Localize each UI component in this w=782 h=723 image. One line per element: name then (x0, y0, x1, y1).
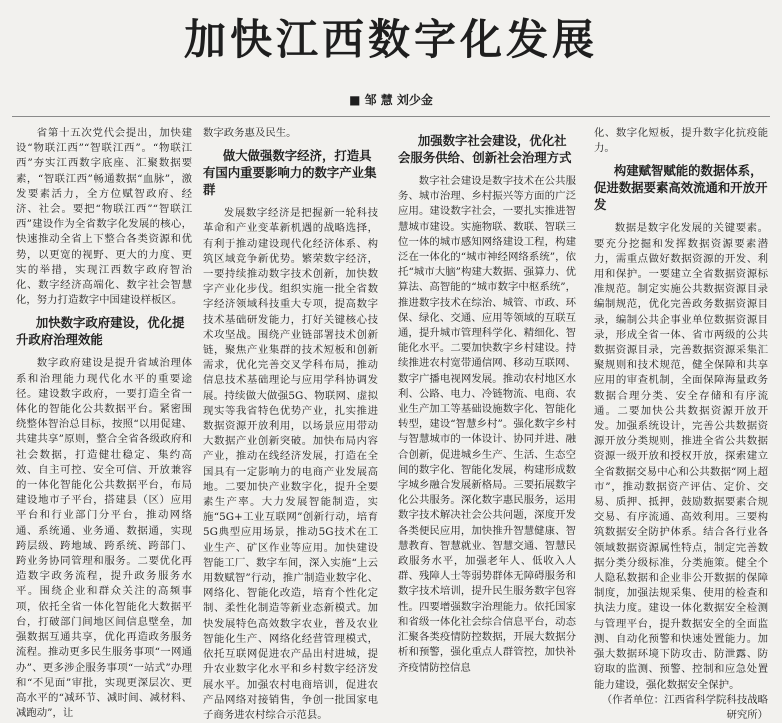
body-paragraph: 省第十五次党代会提出，加快建设“物联江西”“智联江西”。“物联江西”夯实江西数字底座、汇聚数据要素，“智联江西”畅通数据“血脉”，激发要素活力，全方位赋智政府、经济、社会。要把“物联江西”“智联江西”建设作为全省数字化发展的核心，快速推动全省上下整合各类资源和优势，以更宽的视野、更大的力度、更实的举措，实现江西数字政府智治化、数字经济高端化、数字社会智慧化，努力打造数字中国建设样板区。 (16, 127, 192, 307)
article-title: 加快江西数字化发展 (183, 15, 598, 64)
section-heading: 加快数字政府建设，优化提升政府治理效能 (16, 315, 185, 348)
body-paragraph: 数据是数字化发展的关键要素。要充分挖掘和发挥数据资源要素潜力，需重点做好数据资源的开发、利用和保护。一要建立全省数据资源标准规范。制定实施公共数据资源目录编制规范，优化完善政务数据资源目录，编制公共企事业单位数据资源目录，形成全省一体、省市两级的公共数据资源目录，完善数据资源采集汇聚规则和技术规范，健全保障和共享应用的审查机制，全面保障海量政务数据合理分类、安全存储和有序流通。二要加快公共数据资源开放开发。加强系统设计，完善公共数据资源开放分类规则，推进全省公共数据资源一级开放和授权开放，探索建立全省数据交易中心和公共数据“网上超市”，推动数据资产评估、定价、交易、质押、抵押，鼓励数据要素合规交易、有序流通、高效利用。三要构筑数据安全防护体系。结合各行业各领域数据资源属性特点，制定完善数据分类分级标准，分类施策。健全个人隐私数据和企业非公开数据的保障制度，加强法规采集、使用的检查和执法力度。建设一体化数据安全检测与管理平台，提升数据安全的全面监测、自动化预警和快速处置能力。加强大数据环境下防攻击、防泄露、防窃取的监测、预警、控制和应急处置能力建设，强化数据安全保护。 (594, 222, 768, 691)
continued-paragraph: 数字政务惠及民生。 (203, 127, 297, 139)
body-paragraph: 发展数字经济是把握新一轮科技革命和产业变革新机遇的战略选择，有利于推动建设现代化经济体系、构筑区域竞争新优势。繁荣数字经济，一要持续推动数字技术创新，加快数字产业化步伐。组织实施一批全省数字经济领域科技重大专项，提高数字技术基础研发能力，打好关键核心技术攻坚战。围绕产业链部署技术创新链，聚焦产业集群的技术短板和创新需求，优化完善交叉学科布局，推动信息技术基础理论与应用学科协调发展。持续做大做强5G、物联网、虚拟现实等我省特色优势产业，扎实推进数据资源开放利用，以场景应用带动大数据产业创新突破。加快布局内容产业，推动在线经济发展，打造在全国具有一定影响力的电商产业发展高地。二要加快产业数字化，提升全要素生产率。大力发展智能制造，实施“5G+工业互联网”创新行动，培育5G典型应用场景，推动5G技术在工业生产、矿区作业等应用。加快建设智能工厂、数字车间，深入实施“上云用数赋智”行动，推广制造业数字化、网络化、智能化改造，培育个性化定制、柔性化制造等新业态新模式。加快发展特色高效数字农业，普及农业智能化生产、网络化经营管理模式，依托互联网促进农产品出村进城，提升农业数字化水平和乡村数字经济发展水平。加强农村电商培训，促进农产品网络对接销售，争创一批国家电子商务进农村综合示范县。 (203, 207, 378, 721)
continued-paragraph: 化、数字化短板，提升数字化抗疫能力。 (594, 127, 768, 155)
title-divider (12, 116, 770, 117)
column-2 (203, 126, 378, 721)
section-heading: 构建赋智赋能的数据体系，促进数据要素高效流通和开放开发 (594, 163, 768, 213)
column-3 (398, 126, 576, 708)
column-4 (594, 126, 768, 721)
column-1 (16, 126, 192, 720)
section-heading: 加强数字社会建设，优化社会服务供给、创新社会治理方式 (398, 133, 572, 165)
section-heading: 做大做强数字经济，打造具有国内重要影响力的数字产业集群 (203, 148, 377, 198)
author-affiliation: （作者单位：江西省科学院科技战略研究所） (601, 693, 768, 721)
article-byline: ■ 邹 慧 刘少金 (349, 93, 433, 107)
body-paragraph: 数字政府建设是提升省域治理体系和治理能力现代化水平的重要途径。建设数字政府，一要打造全省一体化的智能化公共数据平台。紧密围绕整体智治总目标，按照“以用促建、共建共享”原则，整合全省各级政府和社会数据，打造健壮稳定、集约高效、自主可控、安全可信、开放兼容的一体化智能化公共数据平台，布局建设地市子平台，搭建县（区）应用平台和行业部门分平台，推动网络通、系统通、业务通、数据通，实现跨层级、跨地域、跨系统、跨部门、跨业务协同管理和服务。二要优化再造数字政务流程，提升政务服务水平。围绕企业和群众关注的高频事项，依托全省一体化智能化大数据平台，打破部门间地区间信息壁垒，加强数据互通共享，优化再造政务服务流程。推动更多民生服务事项“一网通办”、更多涉企服务事项“一站式”办理和“不见面”审批，实现更深层次、更高水平的“减环节、减时间、减材料、减跑动”，让 (16, 357, 192, 720)
body-paragraph: 数字社会建设是数字技术在公共服务、城市治理、乡村振兴等方面的广泛应用。建设数字社会，一要扎实推进智慧城市建设。实施物联、数联、智联三位一体的城市感知网络建设工程，构建泛在一体化的“城市神经网络系统”，依托“城市大脑”构建大数据、强算力、优算法、高智能的“城市数字中枢系统”，推进数字技术在综治、城管、市政、环保、绿化、交通、应用等领域的互联互通，提升城市管理科学化、精细化、智能化水平。二要加快数字乡村建设。持续推进农村宽带通信网、移动互联网、数字广播电视网发展。推动农村地区水利、公路、电力、冷链物流、电商、农业生产加工等基础设施数字化、智能化转型，建设“智慧乡村”。强化数字乡村与智慧城市的一体设计、协同并进、融合创新，促进城乡生产、生活、生态空间的数字化、智能化发展，构建形成数字城乡融合发展新格局。三要拓展数字化公共服务。深化数字惠民服务，运用数字技术解决社会公共问题，深度开发各类便民应用，加快推升智慧健康、智慧教育、智慧就业、智慧交通、智慧民政服务水平，加强老年人、低收入人群、残障人士等弱势群体无障碍服务和数字技术培训，提升民生服务数字包容性。四要增强数字治理能力。依托国家和省级一体化社会综合信息平台，动态汇聚各类疫情防控数据，开展大数据分析和预警，强化重点人群管控，加快补齐疫情防控信息 (398, 175, 576, 674)
